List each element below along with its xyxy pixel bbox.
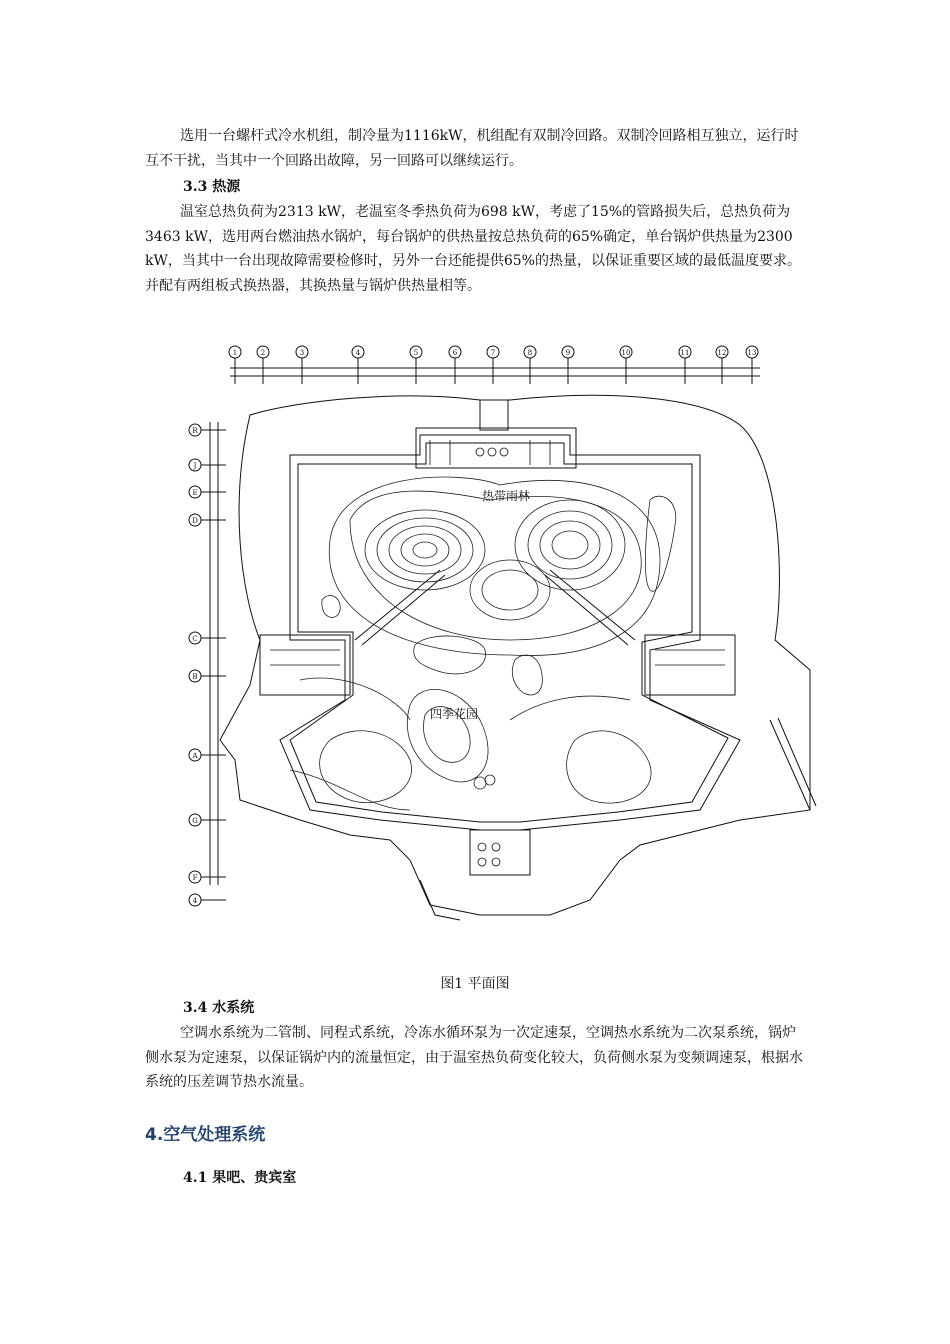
row-axis-label: F bbox=[192, 874, 198, 882]
heading-4: 4.空气处理系统 bbox=[145, 1125, 266, 1145]
heading-3-4: 3.4 水系统 bbox=[183, 1000, 255, 1016]
column-axis-label: 5 bbox=[413, 349, 419, 357]
heading-4-1: 4.1 果吧、贵宾室 bbox=[183, 1170, 297, 1186]
floor-plan-figure bbox=[180, 340, 820, 930]
row-axis-label: J bbox=[193, 462, 197, 470]
column-axis-label: 3 bbox=[299, 349, 305, 357]
column-axis-label: 7 bbox=[490, 349, 496, 357]
paragraph-heat-source: 温室总热负荷为2313 kW，老温室冬季热负荷为698 kW，考虑了15%的管路损失后，总热负荷为3463 kW，选用两台燃油热水锅炉，每台锅炉的供热量按总热负荷的65%确定，单台锅炉供热量为2300 kW，当其中一台出现故障需要检修时，另外一台还能提供65%的热量，以保证重要区域的最低温度要求。并配有两组板式换热器，其换热量与锅炉供热量相等。 bbox=[145, 204, 801, 294]
column-axis-label: 12 bbox=[717, 349, 727, 357]
column-axis-label: 10 bbox=[621, 349, 631, 357]
column-axis-label: 9 bbox=[565, 349, 571, 357]
row-axis-label: B bbox=[192, 673, 198, 681]
paragraph-chiller: 选用一台螺杆式冷水机组，制冷量为1116kW，机组配有双制冷回路。双制冷回路相互独立，运行时互不干扰，当其中一个回路出故障，另一回路可以继续运行。 bbox=[145, 128, 799, 169]
row-axis-label: E bbox=[192, 489, 198, 497]
column-axis-label: 11 bbox=[680, 349, 690, 357]
row-axis-label: C bbox=[192, 635, 198, 643]
label-rainforest: 热带雨林 bbox=[482, 489, 531, 503]
column-axis-label: 6 bbox=[452, 349, 458, 357]
heading-3-3: 3.3 热源 bbox=[183, 179, 241, 195]
column-axis-label: 13 bbox=[747, 349, 757, 357]
row-axis-label: R bbox=[192, 427, 198, 435]
paragraph-water-system: 空调水系统为二管制、同程式系统，冷冻水循环泵为一次定速泵，空调热水系统为二次泵系统，锅炉侧水泵为定速泵，以保证锅炉内的流量恒定，由于温室热负荷变化较大，负荷侧水泵为变频调速泵，根据水系统的压差调节热水流量。 bbox=[145, 1025, 803, 1090]
column-axis-label: 1 bbox=[232, 349, 238, 357]
column-axis-label: 4 bbox=[355, 349, 361, 357]
row-axis-label: A bbox=[192, 752, 198, 760]
label-garden: 四季花园 bbox=[430, 707, 479, 721]
row-axis-label: D bbox=[192, 517, 198, 525]
column-axis-label: 2 bbox=[260, 349, 266, 357]
row-axis-label: G bbox=[192, 817, 198, 825]
column-axis-label: 8 bbox=[527, 349, 533, 357]
row-axis-label: 4 bbox=[192, 897, 198, 905]
figure-caption: 图1 平面图 bbox=[440, 976, 510, 992]
